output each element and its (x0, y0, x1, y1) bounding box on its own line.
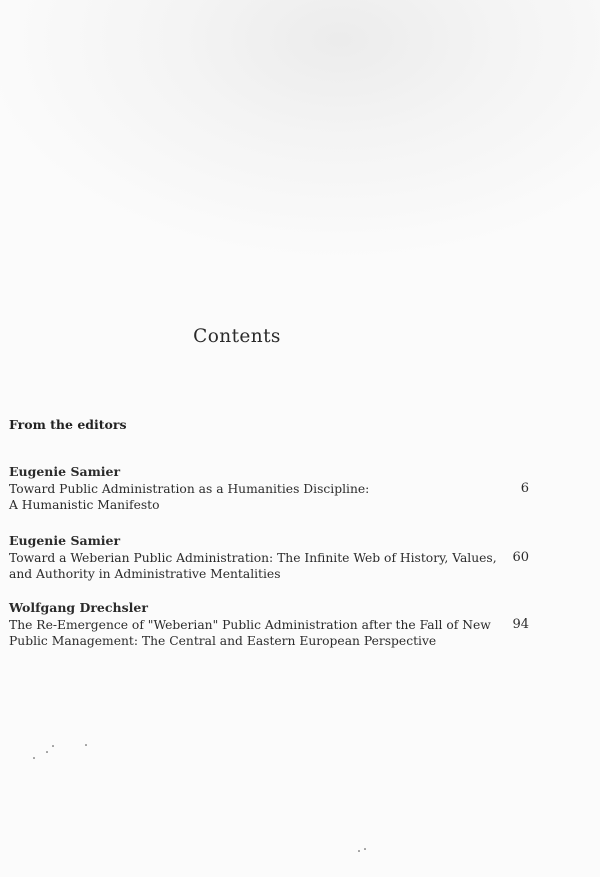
entry-page-number: 6 (520, 481, 529, 496)
entry-title-line: Toward Public Administration as a Humanities Discipline: (9, 481, 370, 496)
entry-title-line: and Authority in Administrative Mentalities (9, 567, 281, 581)
toc-entry[interactable] (9, 464, 531, 514)
entry-author: Eugenie Samier (9, 464, 121, 479)
toc-entry[interactable] (9, 600, 531, 650)
entry-author: Eugenie Samier (9, 533, 121, 548)
paper-speck (52, 745, 54, 747)
entry-author: Wolfgang Drechsler (9, 600, 148, 615)
paper-speck (358, 850, 360, 852)
entry-title-line: A Humanistic Manifesto (9, 498, 160, 512)
section-heading: From the editors (9, 417, 127, 432)
paper-speck (46, 751, 48, 753)
entry-title-line: Public Management: The Central and Eastern European Perspective (9, 634, 437, 648)
entry-page-number: 94 (512, 617, 529, 632)
page-title: Contents (193, 326, 281, 347)
toc-entry[interactable] (9, 533, 531, 583)
entry-page-number: 60 (512, 550, 529, 565)
entry-title-line: The Re-Emergence of "Weberian" Public Administration after the Fall of New (9, 617, 491, 632)
paper-speck (364, 848, 366, 850)
paper-speck (33, 757, 35, 759)
entry-title-line: Toward a Weberian Public Administration: The Infinite Web of History, Values, (9, 550, 497, 565)
paper-speck (85, 744, 87, 746)
